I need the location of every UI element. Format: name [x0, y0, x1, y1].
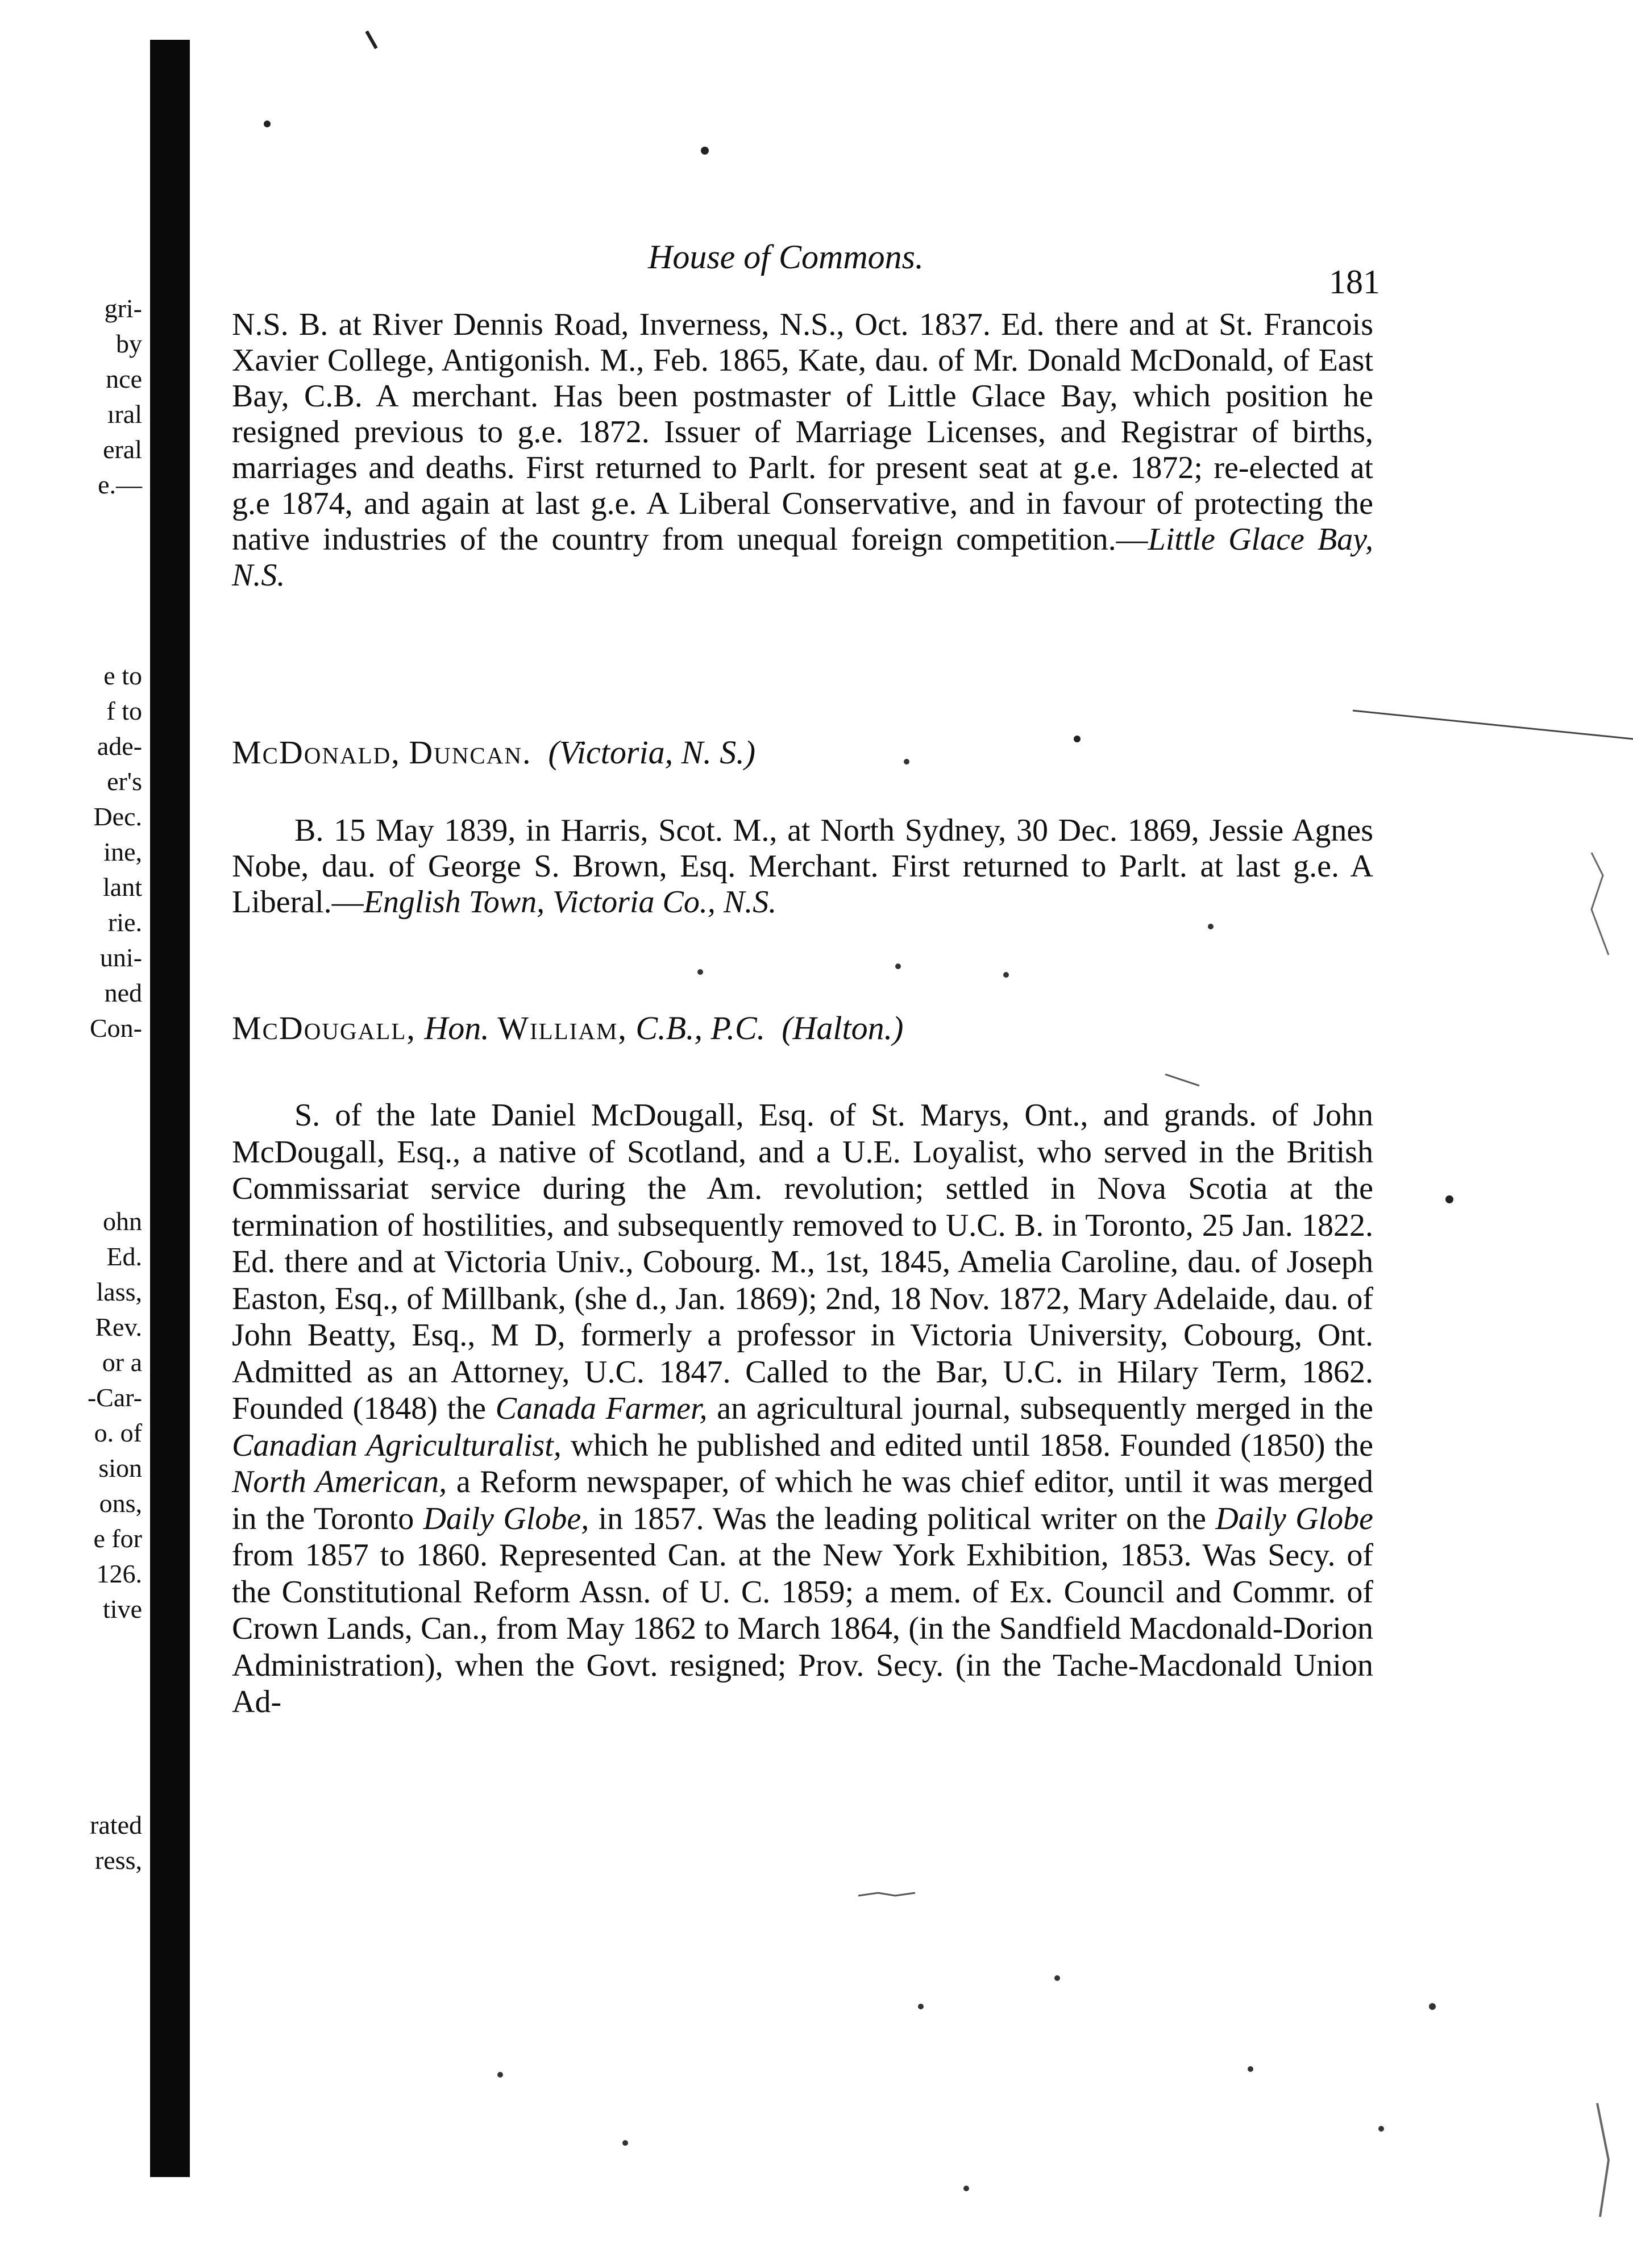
margin-fragment: lass, — [96, 1277, 142, 1306]
entry-text: from 1857 to 1860. Represented Can. at the New York Exhibition, 1853. Was Secy. of the Constitutional Reform Assn. of U. C. 1859; a mem. of Ex. Council and Commr. of Crown Lands, Can., from May 1862 to March 1864, (in the Sandfield Macdonald-Dorion Administration), when the Govt. resigned; Prov. Secy. (in the Tache-Macdonald Union Ad- — [232, 1538, 1373, 1719]
entry-given-name: Duncan. — [409, 734, 532, 771]
publication-title: Canada Farmer, — [495, 1391, 708, 1426]
margin-fragment: ohn — [103, 1207, 142, 1236]
publication-title: Daily Globe — [1215, 1501, 1373, 1536]
entry-surname: McDonald, — [232, 734, 401, 771]
margin-fragment: ıral — [107, 400, 142, 429]
margin-fragment: eral — [103, 435, 142, 464]
margin-fragment: Rev. — [95, 1312, 142, 1341]
margin-fragment: ade- — [97, 732, 142, 761]
entry-body-mcdonald — [232, 813, 1373, 920]
publication-title: Daily Globe, — [423, 1501, 589, 1536]
margin-fragment: nce — [106, 364, 142, 393]
entry-text: a Reform newspaper, of which he was chief editor, until it was merged in the Toronto — [232, 1464, 1373, 1536]
entry-given-name: William, — [497, 1010, 628, 1046]
margin-fragment: rated — [90, 1810, 142, 1839]
margin-fragment: uni- — [99, 943, 142, 972]
margin-fragment: or a — [102, 1348, 142, 1377]
entry-address: Little Glace Bay, N.S. — [232, 522, 1373, 593]
entry-text: N.S. B. at River Dennis Road, Inverness, N.S., Oct. 1837. Ed. there and at St. Francois Xavier College, Antigonish. M., Feb. 1865, Kate, dau. of Mr. Donald McDonald, of East Bay, C.B. A merchant. Has been postmaster of Little Glace Bay, which position he resigned previous to g.e. 1872. Issuer of Marriage Licenses, and Registrar of births, marriages and deaths. First returned to Parlt. for present seat at g.e. 1872; re-elected at g.e 1874, and again at last g.e. A Liberal Conservative, and in favour of protecting the native industries of the country from unequal foreign competition.— — [232, 307, 1373, 557]
entry-body-mcdougall — [232, 1097, 1373, 1721]
entry-honorific: Hon. — [424, 1010, 489, 1046]
margin-fragment: er's — [107, 767, 142, 796]
entry-constituency: (Victoria, N. S.) — [548, 734, 756, 771]
entry-text: which he published and edited until 1858. Founded (1850) the — [561, 1427, 1373, 1463]
margin-fragment: ine, — [103, 837, 142, 866]
entry-continuation — [232, 307, 1373, 593]
margin-fragment: Ed. — [106, 1242, 142, 1271]
margin-fragment: ons, — [99, 1489, 142, 1518]
publication-title: Canadian Agriculturalist, — [232, 1427, 562, 1463]
margin-fragment: by — [116, 329, 142, 358]
margin-fragment: -Car- — [87, 1383, 142, 1412]
margin-fragment: lant — [103, 873, 142, 902]
previous-page-margin — [0, 0, 142, 2268]
entry-text: S. of the late Daniel McDougall, Esq. of St. Marys, Ont., and grands. of John McDougall, Esq., a native of Scotland, and a U.E. Loyalist, who served in the British Commissariat service during the Am. revolution; settled in Nova Scotia at the termination of hostilities, and subsequently removed to U.C. B. in Toronto, 25 Jan. 1822. Ed. there and at Victoria Univ., Cobourg. M., 1st, 1845, Amelia Caroline, dau. of Joseph Easton, Esq., of Millbank, (she d., Jan. 1869); 2nd, 18 Nov. 1872, Mary Adelaide, dau. of John Beatty, Esq., M D, formerly a professor in Victoria University, Cobourg, Ont. Admitted as an Attorney, U.C. 1847. Called to the Bar, U.C. in Hilary Term, 1862. Founded (1848) the — [232, 1098, 1373, 1426]
entry-text: B. 15 May 1839, in Harris, Scot. M., at North Sydney, 30 Dec. 1869, Jessie Agnes Nobe, dau. of George S. Brown, Esq. Merchant. First returned to Parlt. at last g.e. A Liberal.— — [232, 813, 1373, 920]
entry-address: English Town, Victoria Co., N.S. — [363, 884, 777, 920]
margin-fragment: gri- — [104, 294, 142, 323]
entry-surname: McDougall, — [232, 1010, 416, 1046]
margin-fragment: Con- — [90, 1013, 142, 1042]
entry-constituency: (Halton.) — [782, 1010, 904, 1046]
margin-fragment: e for — [93, 1524, 142, 1553]
entry-heading-mcdougall — [232, 1009, 903, 1047]
binding-shadow — [150, 40, 190, 2177]
margin-fragment: 126. — [96, 1559, 142, 1588]
margin-fragment: f to — [106, 696, 142, 725]
margin-fragment: ress, — [94, 1846, 142, 1875]
margin-fragment: ned — [104, 978, 142, 1007]
entry-text: in 1857. Was the leading political writer on the — [589, 1501, 1216, 1536]
margin-fragment: e.— — [98, 470, 142, 499]
entry-text: an agricultural journal, subsequently merged in the — [707, 1391, 1373, 1426]
page-number: 181 — [1329, 263, 1380, 301]
margin-fragment: e to — [103, 661, 142, 690]
running-title: House of Commons. — [648, 238, 924, 276]
margin-fragment: Dec. — [93, 802, 142, 831]
entry-titles: C.B., P.C. — [635, 1010, 766, 1046]
publication-title: North American, — [232, 1464, 447, 1499]
entry-heading-mcdonald — [232, 733, 755, 771]
margin-fragment: tive — [103, 1594, 142, 1623]
margin-fragment: sion — [98, 1453, 142, 1482]
margin-fragment: rie. — [107, 908, 142, 937]
margin-fragment: o. of — [94, 1418, 142, 1447]
